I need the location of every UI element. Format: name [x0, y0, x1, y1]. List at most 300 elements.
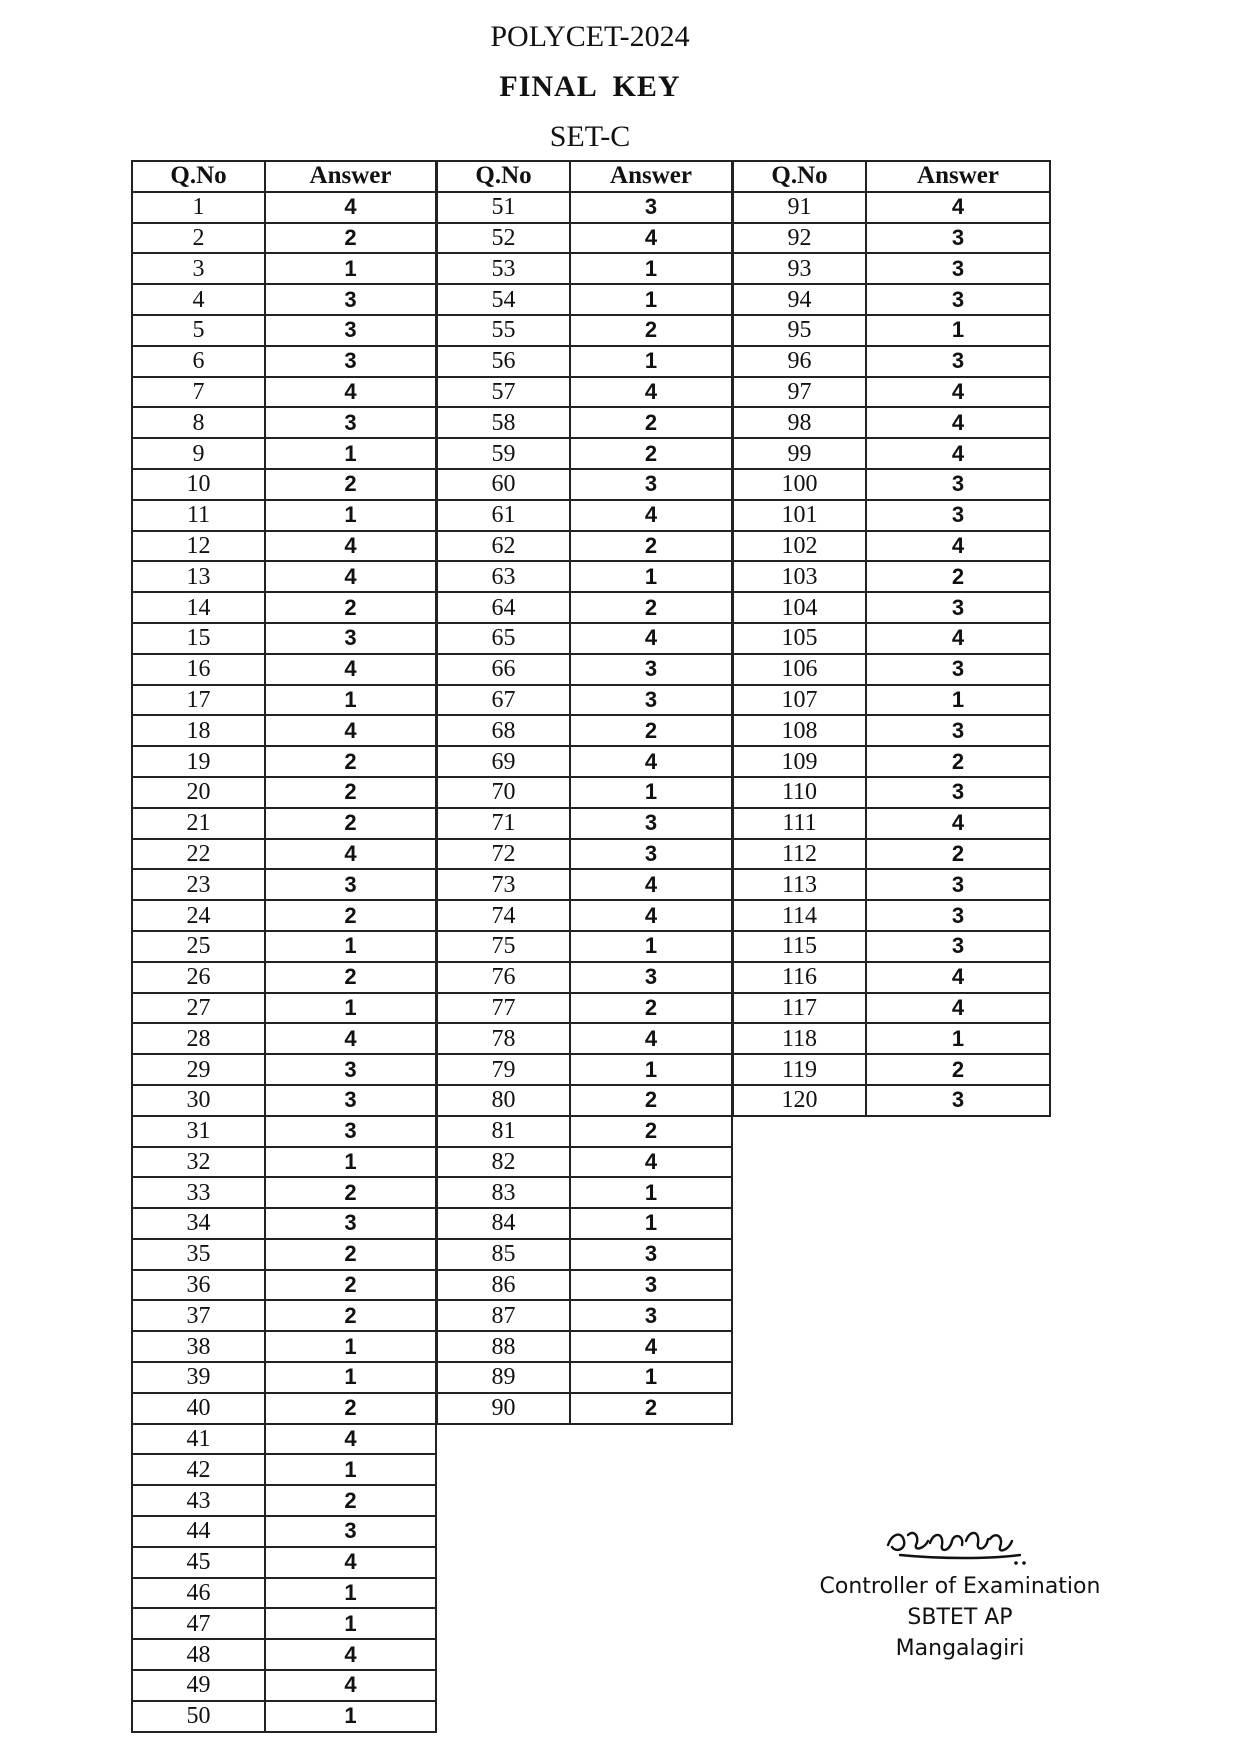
table-row — [132, 1085, 436, 1116]
table-row — [733, 1085, 1050, 1116]
question-number: 55 — [437, 315, 570, 346]
qno-header: Q.No — [733, 161, 866, 192]
table-row — [437, 1300, 732, 1331]
table-row — [132, 962, 436, 993]
table-row — [132, 1670, 436, 1701]
question-number: 101 — [733, 500, 866, 531]
answer-value: 3 — [570, 1270, 732, 1301]
answer-value: 3 — [265, 315, 436, 346]
answer-value: 3 — [570, 685, 732, 716]
question-number: 115 — [733, 931, 866, 962]
answer-value: 4 — [866, 808, 1050, 839]
question-number: 20 — [132, 777, 265, 808]
answer-value: 1 — [265, 253, 436, 284]
table-row — [132, 531, 436, 562]
answer-table-91-120 — [732, 160, 1051, 1117]
question-number: 81 — [437, 1116, 570, 1147]
table-row — [733, 223, 1050, 254]
table-row — [437, 869, 732, 900]
question-number: 21 — [132, 808, 265, 839]
table-row — [437, 592, 732, 623]
question-number: 116 — [733, 962, 866, 993]
answer-value: 4 — [570, 869, 732, 900]
table-row — [132, 685, 436, 716]
question-number: 92 — [733, 223, 866, 254]
question-number: 15 — [132, 623, 265, 654]
table-row — [437, 407, 732, 438]
question-number: 19 — [132, 746, 265, 777]
question-number: 27 — [132, 993, 265, 1024]
table-row — [437, 253, 732, 284]
answer-value: 4 — [570, 377, 732, 408]
question-number: 59 — [437, 438, 570, 469]
question-number: 102 — [733, 531, 866, 562]
answer-value: 1 — [265, 1147, 436, 1178]
question-number: 52 — [437, 223, 570, 254]
answer-value: 2 — [866, 746, 1050, 777]
table-row — [437, 1270, 732, 1301]
table-row — [437, 777, 732, 808]
table-row — [437, 1393, 732, 1424]
question-number: 85 — [437, 1239, 570, 1270]
answer-value: 1 — [265, 1578, 436, 1609]
question-number: 110 — [733, 777, 866, 808]
table-row — [132, 869, 436, 900]
answer-value: 2 — [570, 592, 732, 623]
question-number: 65 — [437, 623, 570, 654]
question-number: 17 — [132, 685, 265, 716]
table-row — [733, 1054, 1050, 1085]
table-row — [733, 869, 1050, 900]
table-row — [733, 438, 1050, 469]
question-number: 44 — [132, 1516, 265, 1547]
question-number: 31 — [132, 1116, 265, 1147]
question-number: 10 — [132, 469, 265, 500]
answer-value: 1 — [265, 931, 436, 962]
question-number: 51 — [437, 192, 570, 223]
question-number: 82 — [437, 1147, 570, 1178]
question-number: 94 — [733, 284, 866, 315]
answer-value: 4 — [265, 1023, 436, 1054]
table-row — [132, 469, 436, 500]
answer-value: 1 — [265, 685, 436, 716]
question-number: 48 — [132, 1639, 265, 1670]
question-number: 33 — [132, 1177, 265, 1208]
table-row — [132, 900, 436, 931]
answer-value: 3 — [265, 1116, 436, 1147]
answer-value: 3 — [570, 1300, 732, 1331]
answer-value: 4 — [265, 531, 436, 562]
answer-value: 2 — [570, 993, 732, 1024]
question-number: 72 — [437, 839, 570, 870]
table-row — [132, 1331, 436, 1362]
answer-value: 2 — [265, 746, 436, 777]
answer-value: 2 — [265, 592, 436, 623]
table-row — [733, 746, 1050, 777]
answer-value: 2 — [265, 1485, 436, 1516]
table-row — [733, 561, 1050, 592]
table-row — [733, 931, 1050, 962]
table-row — [437, 223, 732, 254]
answer-value: 4 — [570, 1023, 732, 1054]
table-row — [437, 962, 732, 993]
table-row — [733, 685, 1050, 716]
question-number: 53 — [437, 253, 570, 284]
question-number: 22 — [132, 839, 265, 870]
table-row — [437, 346, 732, 377]
answer-value: 3 — [570, 469, 732, 500]
table-row — [132, 1701, 436, 1732]
question-number: 98 — [733, 407, 866, 438]
question-number: 34 — [132, 1208, 265, 1239]
table-row — [132, 1362, 436, 1393]
question-number: 49 — [132, 1670, 265, 1701]
answer-value: 1 — [570, 1054, 732, 1085]
table-row — [132, 623, 436, 654]
answer-value: 4 — [866, 407, 1050, 438]
table-row — [437, 1116, 732, 1147]
table-row — [132, 223, 436, 254]
question-number: 58 — [437, 407, 570, 438]
final-key-heading: FINAL KEY — [499, 70, 681, 103]
answer-value: 1 — [570, 1208, 732, 1239]
answer-value: 1 — [265, 1701, 436, 1732]
table-row — [132, 253, 436, 284]
question-number: 89 — [437, 1362, 570, 1393]
table-row — [733, 315, 1050, 346]
table-row — [437, 839, 732, 870]
question-number: 3 — [132, 253, 265, 284]
table-row — [437, 192, 732, 223]
answer-value: 3 — [866, 223, 1050, 254]
answer-value: 2 — [570, 715, 732, 746]
answer-value: 3 — [570, 808, 732, 839]
table-row — [132, 931, 436, 962]
question-number: 40 — [132, 1393, 265, 1424]
question-number: 45 — [132, 1547, 265, 1578]
answer-value: 2 — [265, 962, 436, 993]
table-row — [733, 500, 1050, 531]
question-number: 112 — [733, 839, 866, 870]
question-number: 105 — [733, 623, 866, 654]
question-number: 86 — [437, 1270, 570, 1301]
table-row — [132, 1516, 436, 1547]
table-row — [132, 1485, 436, 1516]
table-header-row — [437, 161, 732, 192]
table-header-row — [733, 161, 1050, 192]
answer-value: 2 — [265, 1300, 436, 1331]
answer-value: 3 — [866, 777, 1050, 808]
answer-value: 2 — [866, 839, 1050, 870]
answer-value: 1 — [570, 561, 732, 592]
question-number: 47 — [132, 1608, 265, 1639]
table-row — [437, 746, 732, 777]
answer-value: 2 — [265, 1239, 436, 1270]
answer-value: 2 — [866, 561, 1050, 592]
answer-value: 1 — [265, 500, 436, 531]
answer-value: 2 — [570, 531, 732, 562]
answer-value: 2 — [570, 1085, 732, 1116]
answer-value: 2 — [265, 808, 436, 839]
answer-value: 1 — [570, 1177, 732, 1208]
answer-value: 1 — [570, 777, 732, 808]
table-header-row — [132, 161, 436, 192]
question-number: 78 — [437, 1023, 570, 1054]
signatory-location: Mangalagiri — [895, 1636, 1025, 1661]
answer-value: 4 — [570, 900, 732, 931]
answer-value: 4 — [866, 438, 1050, 469]
table-row — [437, 715, 732, 746]
question-number: 56 — [437, 346, 570, 377]
question-number: 13 — [132, 561, 265, 592]
answer-value: 3 — [866, 253, 1050, 284]
question-number: 35 — [132, 1239, 265, 1270]
question-number: 69 — [437, 746, 570, 777]
answer-value: 2 — [265, 777, 436, 808]
question-number: 90 — [437, 1393, 570, 1424]
answer-value: 4 — [265, 1639, 436, 1670]
answer-value: 3 — [265, 869, 436, 900]
question-number: 32 — [132, 1147, 265, 1178]
question-number: 67 — [437, 685, 570, 716]
table-row — [733, 346, 1050, 377]
question-number: 57 — [437, 377, 570, 408]
table-row — [437, 377, 732, 408]
answer-value: 3 — [265, 346, 436, 377]
table-row — [132, 1300, 436, 1331]
table-row — [132, 438, 436, 469]
question-number: 113 — [733, 869, 866, 900]
question-number: 1 — [132, 192, 265, 223]
answer-value: 4 — [265, 715, 436, 746]
question-number: 107 — [733, 685, 866, 716]
question-number: 43 — [132, 1485, 265, 1516]
question-number: 87 — [437, 1300, 570, 1331]
answer-value: 2 — [570, 1116, 732, 1147]
question-number: 28 — [132, 1023, 265, 1054]
question-number: 111 — [733, 808, 866, 839]
table-row — [132, 315, 436, 346]
answer-table-51-90 — [436, 160, 733, 1425]
table-row — [132, 1393, 436, 1424]
question-number: 6 — [132, 346, 265, 377]
table-row — [733, 777, 1050, 808]
answer-value: 4 — [265, 561, 436, 592]
exam-title: POLYCET-2024 — [490, 20, 690, 53]
answer-value: 3 — [265, 623, 436, 654]
question-number: 16 — [132, 654, 265, 685]
question-number: 62 — [437, 531, 570, 562]
answer-value: 3 — [866, 654, 1050, 685]
answer-value: 3 — [570, 962, 732, 993]
table-row — [437, 1331, 732, 1362]
table-row — [132, 654, 436, 685]
answer-value: 3 — [866, 346, 1050, 377]
question-number: 9 — [132, 438, 265, 469]
question-number: 75 — [437, 931, 570, 962]
table-row — [132, 284, 436, 315]
answer-value: 1 — [866, 685, 1050, 716]
table-row — [733, 808, 1050, 839]
answer-value: 1 — [265, 993, 436, 1024]
question-number: 83 — [437, 1177, 570, 1208]
question-number: 30 — [132, 1085, 265, 1116]
answer-value: 4 — [265, 654, 436, 685]
answer-value: 4 — [570, 746, 732, 777]
signatory-title: Controller of Examination — [819, 1574, 1101, 1599]
answer-value: 3 — [866, 500, 1050, 531]
answer-value: 1 — [265, 1331, 436, 1362]
answer-value: 2 — [265, 1393, 436, 1424]
question-number: 84 — [437, 1208, 570, 1239]
question-number: 95 — [733, 315, 866, 346]
table-row — [733, 592, 1050, 623]
answer-value: 4 — [570, 1331, 732, 1362]
answer-value: 2 — [265, 1270, 436, 1301]
question-number: 14 — [132, 592, 265, 623]
table-row — [437, 1085, 732, 1116]
question-number: 38 — [132, 1331, 265, 1362]
question-number: 24 — [132, 900, 265, 931]
question-number: 61 — [437, 500, 570, 531]
table-row — [437, 284, 732, 315]
answer-value: 1 — [265, 438, 436, 469]
answer-value: 3 — [570, 192, 732, 223]
question-number: 99 — [733, 438, 866, 469]
question-number: 25 — [132, 931, 265, 962]
question-number: 74 — [437, 900, 570, 931]
table-row — [132, 1608, 436, 1639]
question-number: 114 — [733, 900, 866, 931]
table-row — [437, 500, 732, 531]
answer-value: 3 — [866, 869, 1050, 900]
table-row — [733, 623, 1050, 654]
question-number: 66 — [437, 654, 570, 685]
answer-value: 2 — [570, 1393, 732, 1424]
answer-value: 4 — [570, 223, 732, 254]
table-row — [437, 993, 732, 1024]
question-number: 106 — [733, 654, 866, 685]
table-row — [132, 1270, 436, 1301]
table-row — [132, 1239, 436, 1270]
question-number: 119 — [733, 1054, 866, 1085]
answer-value: 3 — [866, 1085, 1050, 1116]
question-number: 93 — [733, 253, 866, 284]
answer-header: Answer — [866, 161, 1050, 192]
table-row — [437, 1177, 732, 1208]
answer-value: 1 — [570, 346, 732, 377]
table-row — [132, 192, 436, 223]
answer-value: 3 — [866, 900, 1050, 931]
answer-value: 1 — [570, 931, 732, 962]
table-row — [733, 284, 1050, 315]
answer-value: 3 — [570, 1239, 732, 1270]
question-number: 39 — [132, 1362, 265, 1393]
answer-value: 2 — [866, 1054, 1050, 1085]
table-row — [132, 592, 436, 623]
question-number: 46 — [132, 1578, 265, 1609]
table-row — [132, 500, 436, 531]
table-row — [733, 839, 1050, 870]
question-number: 29 — [132, 1054, 265, 1085]
table-row — [437, 808, 732, 839]
table-row — [132, 715, 436, 746]
table-row — [437, 315, 732, 346]
table-row — [132, 1639, 436, 1670]
table-row — [733, 900, 1050, 931]
answer-value: 3 — [570, 839, 732, 870]
answer-value: 3 — [866, 284, 1050, 315]
answer-table-1-50 — [131, 160, 437, 1733]
answer-value: 3 — [265, 1516, 436, 1547]
table-row — [733, 654, 1050, 685]
question-number: 11 — [132, 500, 265, 531]
answer-value: 4 — [265, 1547, 436, 1578]
table-row — [132, 561, 436, 592]
answer-value: 1 — [265, 1608, 436, 1639]
answer-value: 4 — [866, 531, 1050, 562]
answer-value: 3 — [265, 407, 436, 438]
question-number: 97 — [733, 377, 866, 408]
answer-value: 3 — [265, 1085, 436, 1116]
signatory-org: SBTET AP — [907, 1605, 1013, 1630]
answer-value: 4 — [570, 500, 732, 531]
question-number: 64 — [437, 592, 570, 623]
answer-header: Answer — [570, 161, 732, 192]
signature-block — [800, 1515, 1120, 1664]
question-number: 79 — [437, 1054, 570, 1085]
answer-value: 4 — [265, 1670, 436, 1701]
answer-value: 3 — [866, 715, 1050, 746]
set-label: SET-C — [549, 120, 631, 153]
table-row — [132, 1023, 436, 1054]
answer-value: 4 — [265, 1424, 436, 1455]
question-number: 108 — [733, 715, 866, 746]
table-row — [437, 1023, 732, 1054]
answer-value: 4 — [570, 623, 732, 654]
table-row — [132, 1547, 436, 1578]
answer-value: 2 — [570, 315, 732, 346]
table-row — [733, 377, 1050, 408]
question-number: 91 — [733, 192, 866, 223]
question-number: 2 — [132, 223, 265, 254]
table-row — [132, 808, 436, 839]
answer-value: 1 — [570, 253, 732, 284]
table-row — [132, 407, 436, 438]
question-number: 5 — [132, 315, 265, 346]
answer-value: 3 — [265, 1054, 436, 1085]
answer-header: Answer — [265, 161, 436, 192]
table-row — [132, 1578, 436, 1609]
table-row — [437, 1208, 732, 1239]
question-number: 4 — [132, 284, 265, 315]
answer-value: 3 — [866, 931, 1050, 962]
question-number: 12 — [132, 531, 265, 562]
answer-value: 3 — [570, 654, 732, 685]
answer-value: 4 — [866, 192, 1050, 223]
answer-value: 1 — [866, 1023, 1050, 1054]
answer-value: 2 — [570, 407, 732, 438]
question-number: 18 — [132, 715, 265, 746]
table-row — [733, 715, 1050, 746]
table-row — [733, 993, 1050, 1024]
answer-value: 3 — [265, 1208, 436, 1239]
question-number: 100 — [733, 469, 866, 500]
question-number: 42 — [132, 1454, 265, 1485]
table-row — [132, 1054, 436, 1085]
table-row — [437, 654, 732, 685]
table-row — [437, 623, 732, 654]
